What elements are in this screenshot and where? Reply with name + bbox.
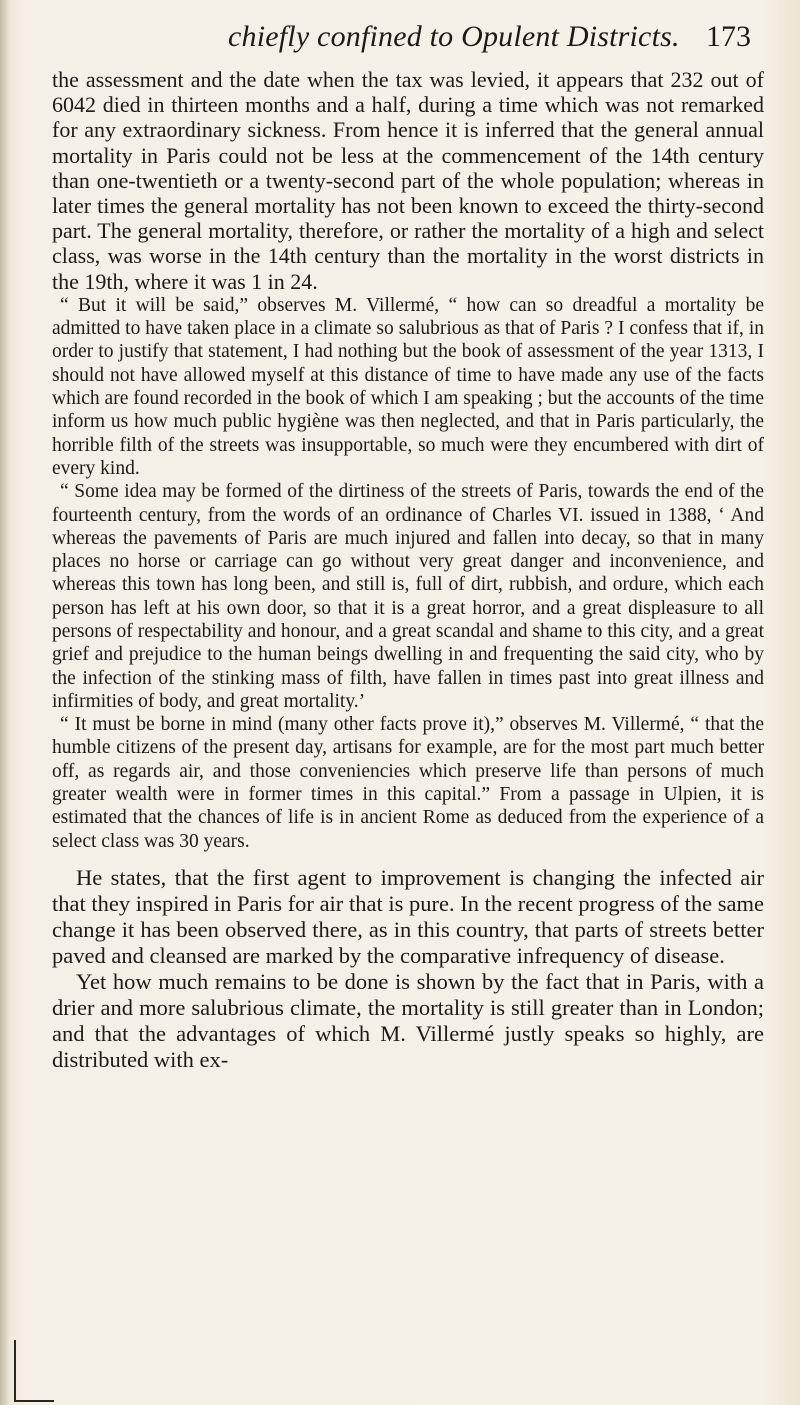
paragraph-assessment: the assessment and the date when the tax was levied, it appears that 232 out of 6042 died in thirteen months and a half, during a time which was not remarked for any extraordinary sickness. From hence it is inferred that the general annual mortality in Paris could not be less at the commencement of the 14th century than one-twentieth or a twenty-second part of the whole population; whereas in later times the general mortality has not been known to exceed the thirty-second part. The general mortality, therefore, or rather the mortality of a high and select class, was worse in the 14th century than the mortality in the worst districts in the 19th, where it was 1 in 24. [52, 67, 764, 294]
paragraph-charles-ordinance: “ Some idea may be formed of the dirtiness of the streets of Paris, towards the end of the fourteenth century, from the words of an ordinance of Charles VI. issued in 1388, ‘ And whereas the pavements of Paris are much injured and fallen into decay, so that in many places no horse or carriage can go without very great danger and inconvenience, and whereas this town has long been, and still is, full of dirt, rubbish, and ordure, which each person has left at his own door, so that it is a great horror, and a great displeasure to all persons of respectability and honour, and a great scandal and shame to this city, and a great grief and prejudice to the human beings dwelling in and frequenting the said city, who by the infection of the stinking mass of filth, have fallen in times past into great illness and infirmities of body, and great mortality.’ [52, 481, 764, 712]
body-text [52, 67, 764, 1073]
page-header [0, 14, 800, 58]
margin-rule-vertical [14, 1340, 16, 1402]
paragraph-humble-citizens: “ It must be borne in mind (many other facts prove it),” observes M. Villermé, “ that the humble citizens of the present day, artisans for example, are for the most part much better off, as regards air, and those conveniencies which preserve life than persons of much greater wealth were in former times in this capital.” From a passage in Ulpien, it is estimated that the chances of life is in ancient Rome as deduced from the experience of a select class was 30 years. [52, 714, 764, 852]
paragraph-infected-air: He states, that the first agent to improvement is changing the infected air that they inspired in Paris for air that is pure. In the recent progress of the same change it has been observed there, as in this country, that parts of streets better paved and cleansed are marked by the comparative infrequency of disease. [52, 864, 764, 968]
running-title: chiefly confined to Opulent Districts. [228, 20, 680, 53]
page-number: 173 [706, 20, 751, 53]
paragraph-remains-to-be-done: Yet how much remains to be done is shown by the fact that in Paris, with a drier and more salubrious climate, the mortality is still greater than in London; and that the advantages of which M. Villermé justly speaks so highly, are distributed with ex- [52, 968, 764, 1072]
paragraph-villerme-quote: “ But it will be said,” observes M. Villermé, “ how can so dreadful a mortality be admitted to have taken place in a climate so salubrious as that of Paris ? I confess that if, in order to justify that statement, I had nothing but the book of assessment of the year 1313, I should not have allowed myself at this distance of time to have made any use of the facts which are found recorded in the book of which I am speaking ; but the accounts of the time inform us how much public hygiène was then neglected, and that in Paris particularly, the horrible filth of the streets was insupportable, so much were they encumbered with dirt of every kind. [52, 294, 764, 479]
binding-shadow [0, 0, 10, 1405]
margin-rule-horizontal [14, 1400, 54, 1402]
